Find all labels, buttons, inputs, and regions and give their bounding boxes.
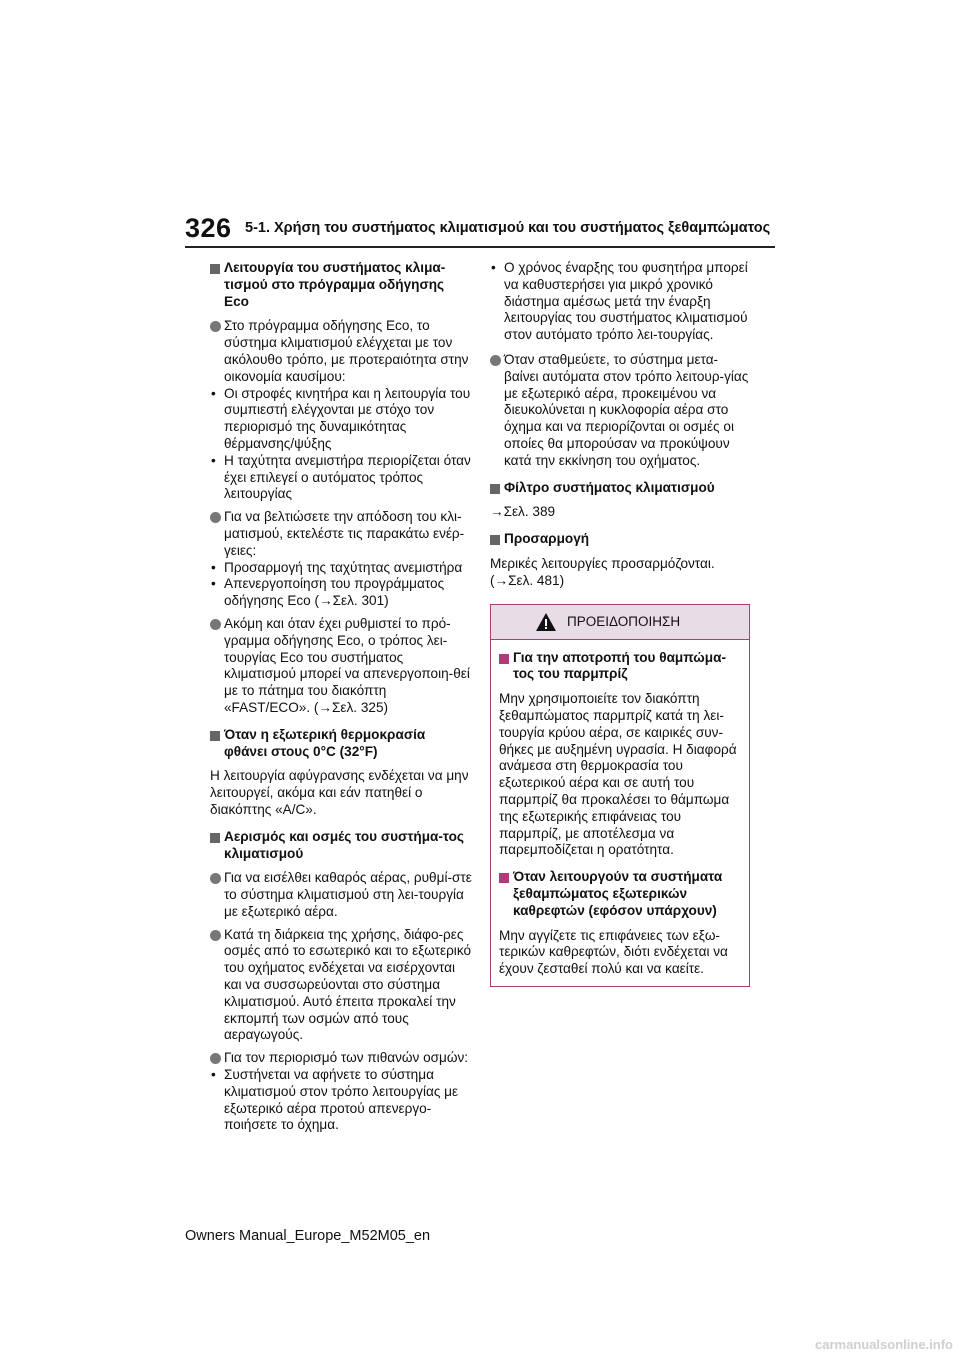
circle-bullet-icon <box>210 930 221 941</box>
square-bullet-icon <box>490 484 500 494</box>
eco-item-1: Στο πρόγραμμα οδήγησης Eco, το σύστημα κλιματισμού ελέγχεται με τον ακόλουθο τρόπο, με προτεραιότητα στην οικονομία καυσίμου: • Οι στροφές κινητήρα και η λειτουργία του συμπιεστή ελέγχονται με στόχο τον περιορισμό της δυναμικότητας θέρμανσης/ψύξης • Η ταχύτητα ανεμιστήρα περιορίζεται όταν έχει επιλεγεί ο αυτόματος τρόπος λειτουργίας <box>211 318 471 502</box>
warning-body <box>491 640 749 986</box>
customization-text: Μερικές λειτουργίες προσαρμόζονται. (→Σελ. 481) <box>490 555 715 588</box>
page-header <box>0 0 960 250</box>
circle-bullet-icon <box>210 1053 221 1064</box>
section-heading-ventilation: Αερισμός και οσμές του συστήμα-τος κλιματισμού <box>210 829 472 863</box>
circle-bullet-icon <box>490 355 501 366</box>
watermark-text: carmanualsonline.info <box>815 1337 953 1352</box>
page-number: 326 <box>185 213 232 243</box>
square-bullet-icon <box>499 873 509 883</box>
chapter-title: 5-1. Χρήση του συστήματος κλιματισμού και του συστήματος ξεθαμπώματος <box>245 220 771 236</box>
square-bullet-icon <box>210 731 220 741</box>
warning-text-mirrors: Μην αγγίζετε τις επιφάνειες των εξω-τερικών καθρεφτών, διότι ενδέχεται να έχουν ζεσταθεί πολύ και να καείτε. <box>499 927 728 977</box>
circle-bullet-icon <box>210 873 221 884</box>
square-bullet-icon <box>210 264 220 274</box>
warning-heading-windshield: Για την αποτροπή του θαμπώμα-τος του παρμπρίζ <box>499 650 741 684</box>
eco-subitem: • Προσαρμογή της ταχύτητας ανεμιστήρα <box>211 559 463 575</box>
vent-item-2: Κατά τη διάρκεια της χρήσης, διάφο-ρες οσμές από το εσωτερικό και το εξωτερικό του οχήματος ενδέχεται να εισέρχονται και να συσσωρεύονται στο σύστημα κλιματισμού. Αυτό έπειτα προκαλεί την εκπομπή των οσμών από τους αεραγωγούς. <box>210 927 472 1045</box>
circle-bullet-icon <box>210 321 221 332</box>
filter-page-ref: →Σελ. 389 <box>490 504 556 520</box>
circle-bullet-icon <box>210 619 221 630</box>
eco-item-3: Ακόμη και όταν έχει ρυθμιστεί το πρό-γραμμα οδήγησης Eco, ο τρόπος λει-τουργίας Eco του συστήματος κλιματισμού μπορεί να απενεργοποιη-θεί με το πάτημα του διακόπτη «FAST/ECO». (→Σελ. 325) <box>210 616 472 717</box>
cold-text: Η λειτουργία αφύγρανσης ενδέχεται να μην λειτουργεί, ακόμα και εάν πατηθεί ο διακόπτης «A/C». <box>210 768 469 817</box>
warning-header <box>491 605 749 640</box>
square-bullet-icon <box>490 535 500 545</box>
square-bullet-icon <box>499 654 509 664</box>
section-heading-customization: Προσαρμογή <box>490 531 752 548</box>
warning-text-windshield: Μην χρησιμοποιείτε τον διακόπτη ξεθαμπώματος παρμπρίζ κατά τη λει-τουργία κρύου αέρα, σε καιρικές συν-θήκες με αυξημένη υγρασία. Η διαφορά ανάμεσα στη θερμοκρασία του εξωτερικού αέρα και σε αυτή του παρμπρίζ θα προκαλέσει το θάμπωμα της εξωτερικής επιφάνειας του παρμπρίζ, με αποτέλεσμα να παρεμποδίζεται η ορατότητα. <box>499 691 737 858</box>
warning-box <box>490 604 750 987</box>
vent-item-4: Όταν σταθμεύετε, το σύστημα μετα-βαίνει αυτόματα στον τρόπο λειτουρ-γίας με εξωτερικό αέρα, προκειμένου να διευκολύνεται η κυκλοφορία αέρα στο όχημα και να περιορίζονται οι οσμές οι οποίες θα μπορούσαν να προκύψουν κατά την εκκίνηση του οχήματος. <box>490 352 752 470</box>
section-heading-cold: Όταν η εξωτερική θερμοκρασία φθάνει στους 0°C (32°F) <box>210 727 472 761</box>
vent-item-3: Για τον περιορισμό των πιθανών οσμών: • Συστήνεται να αφήνετε το σύστημα κλιματισμού στον τρόπο λειτουργίας με εξωτερικό αέρα προτού απενεργο-ποιήσετε το όχημα. <box>210 1050 472 1134</box>
footer-text: Owners Manual_Europe_M52M05_en <box>185 1228 431 1244</box>
header-divider <box>185 246 775 248</box>
left-column <box>210 260 472 1140</box>
section-heading-eco: Λειτουργία του συστήματος κλιμα-τισμού στο πρόγραμμα οδήγησης Eco <box>210 260 472 310</box>
vent-subitem: • Ο χρόνος έναρξης του φυσητήρα μπορεί να καθυστερήσει για μικρό χρονικό διάστημα αμέσως μετά την έναρξη λειτουργίας του συστήματος κλιματισμού στον αυτόματο τρόπο λει-τουργίας. <box>491 260 748 343</box>
square-bullet-icon <box>210 833 220 843</box>
vent-item-1: Για να εισέλθει καθαρός αέρας, ρυθμί-στε το σύστημα κλιματισμού στη λει-τουργία με εξωτερικό αέρα. <box>210 870 472 920</box>
eco-subitem: • Οι στροφές κινητήρα και η λειτουργία του συμπιεστή ελέγχονται με στόχο τον περιορισμό της δυναμικότητας θέρμανσης/ψύξης <box>211 385 471 451</box>
eco-item-2: Για να βελτιώσετε την απόδοση του κλι-ματισμού, εκτελέστε τις παρακάτω ενέρ-γειες: • Προσαρμογή της ταχύτητας ανεμιστήρα • Απενεργοποίηση του προγράμματος οδήγησης Eco (→Σελ. 301) <box>210 509 472 610</box>
warning-triangle-icon <box>535 612 557 632</box>
warning-title: ΠΡΟΕΙΔΟΠΟΙΗΣΗ <box>567 613 681 629</box>
right-column <box>490 260 752 987</box>
circle-bullet-icon <box>210 512 221 523</box>
section-heading-filter: Φίλτρο συστήματος κλιματισμού <box>490 480 752 497</box>
eco-subitem: • Απενεργοποίηση του προγράμματος οδήγησης Eco (→Σελ. 301) <box>211 576 445 609</box>
eco-subitem: • Η ταχύτητα ανεμιστήρα περιορίζεται όταν έχει επιλεγεί ο αυτόματος τρόπος λειτουργίας <box>211 452 471 502</box>
warning-heading-mirrors: Όταν λειτουργούν τα συστήματα ξεθαμπώματος εξωτερικών καθρεφτών (εφόσον υπάρχουν) <box>499 869 741 919</box>
vent-subitem: • Συστήνεται να αφήνετε το σύστημα κλιματισμού στον τρόπο λειτουργίας με εξωτερικό αέρα προτού απενεργο-ποιήσετε το όχημα. <box>211 1067 459 1133</box>
watermark-logo <box>775 1333 955 1355</box>
